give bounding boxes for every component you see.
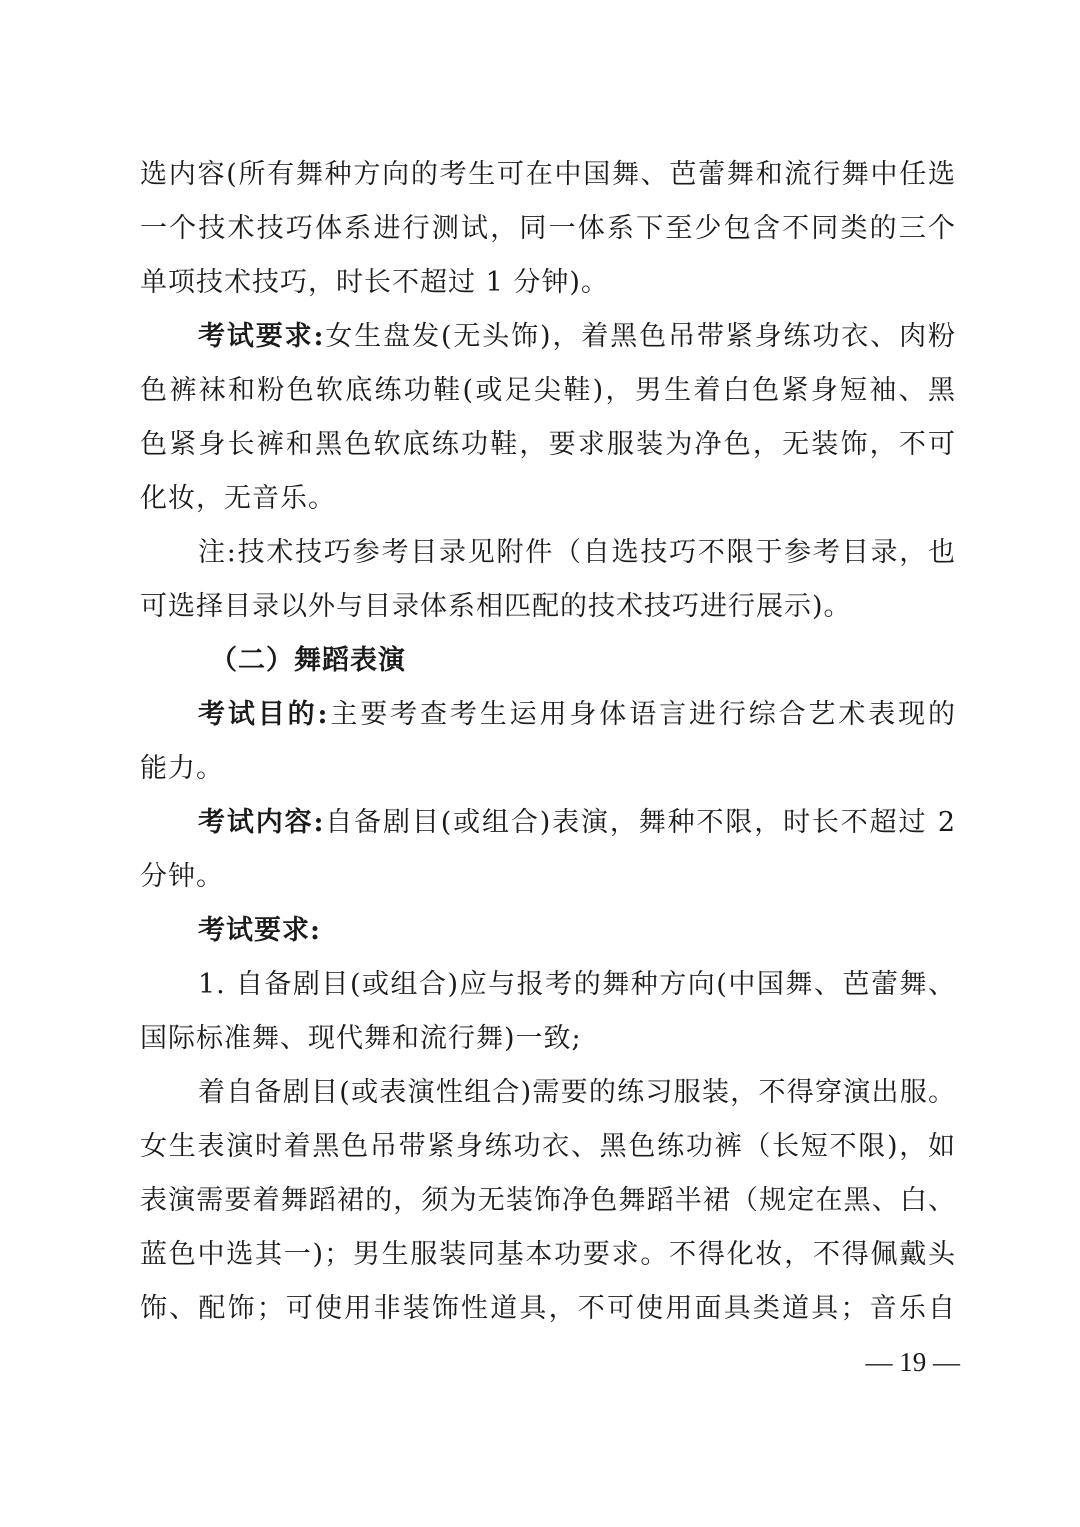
line-text: 着自备剧目(或表演性组合)需要的练习服装，不得穿演出服。 (198, 1077, 956, 1108)
body-line (140, 364, 956, 418)
numbered-item (140, 958, 956, 1012)
note-paragraph (140, 526, 956, 580)
line-text: 女生表演时着黑色吊带紧身练功衣、黑色练功裤（长短不限)，如 (140, 1131, 956, 1162)
body-line (140, 418, 956, 472)
body-line (140, 148, 956, 202)
heading-text: （二）舞蹈表演 (210, 645, 406, 676)
body-line (140, 1012, 956, 1066)
line-text: 色紧身长裤和黑色软底练功鞋，要求服装为净色，无装饰，不可 (140, 429, 956, 460)
body-line (140, 850, 956, 904)
page-number: — 19 — (865, 1347, 960, 1377)
line-text: 饰、配饰；可使用非装饰性道具，不可使用面具类道具；音乐自 (140, 1293, 956, 1324)
line-text: 单项技术技巧，时长不超过 1 分钟)。 (140, 267, 609, 298)
body-line (140, 202, 956, 256)
line-text: 国际标准舞、现代舞和流行舞)一致; (140, 1023, 582, 1054)
body-line (140, 1282, 956, 1336)
body-line (140, 1174, 956, 1228)
line-text: 一个技术技巧体系进行测试，同一体系下至少包含不同类的三个 (140, 213, 956, 244)
body-line (140, 580, 956, 634)
line-text: 蓝色中选其一)；男生服装同基本功要求。不得化妆，不得佩戴头 (140, 1239, 956, 1270)
exam-purpose-paragraph (140, 688, 956, 742)
section-label: 考试内容: (198, 807, 325, 838)
line-text: 色裤袜和粉色软底练功鞋(或足尖鞋)，男生着白色紧身短袖、黑 (140, 375, 956, 406)
exam-requirements-heading (140, 904, 956, 958)
line-text: 1. 自备剧目(或组合)应与报考的舞种方向(中国舞、芭蕾舞、 (198, 969, 956, 1000)
line-text: 注:技术技巧参考目录见附件（自选技巧不限于参考目录，也 (198, 537, 956, 568)
body-line (140, 256, 956, 310)
body-line (140, 1228, 956, 1282)
body-line (140, 1120, 956, 1174)
section-heading (140, 634, 956, 688)
line-text: 化妆，无音乐。 (140, 483, 336, 514)
body-line (140, 742, 956, 796)
line-text: 主要考查考生运用身体语言进行综合艺术表现的 (328, 699, 956, 730)
costume-paragraph (140, 1066, 956, 1120)
line-text: 能力。 (140, 753, 224, 784)
section-label: 考试要求: (198, 321, 325, 352)
document-body (140, 148, 956, 1336)
exam-content-paragraph (140, 796, 956, 850)
section-label: 考试目的: (198, 699, 329, 730)
line-text: 女生盘发(无头饰)，着黑色吊带紧身练功衣、肉粉 (324, 321, 956, 352)
line-text: 可选择目录以外与目录体系相匹配的技术技巧进行展示)。 (140, 591, 852, 622)
body-line (140, 472, 956, 526)
line-text: 自备剧目(或组合)表演，舞种不限，时长不超过 2 (324, 807, 956, 838)
line-text: 选内容(所有舞种方向的考生可在中国舞、芭蕾舞和流行舞中任选 (140, 159, 956, 190)
line-text: 表演需要着舞蹈裙的，须为无装饰净色舞蹈半裙（规定在黑、白、 (140, 1185, 956, 1216)
exam-requirements-paragraph (140, 310, 956, 364)
section-label: 考试要求: (198, 915, 321, 946)
line-text: 分钟。 (140, 861, 224, 892)
